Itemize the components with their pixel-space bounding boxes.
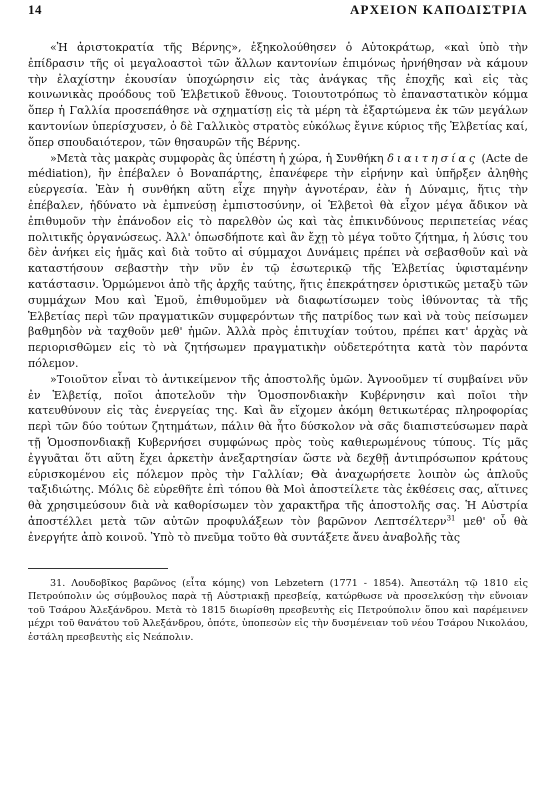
paragraph-3-start: »Τοιοῦτον εἶναι τὸ ἀντικείμενον τῆς ἀποστολῆς ὑμῶν. Ἀγνοοῦμεν τί συμβαίνει νῦν ἐν Ἑλβετίᾳ, ποῖοι ἀποτελοῦν τὴν Ὁμοσπονδιακὴν Κυβέρνησιν καὶ ποῖοι τὴν κατευθύνουν εἰς τὰς ἐνεργείας της. Καὶ ἂν εἴχομεν ἀκόμη θετικωτέρας πληροφορίας περὶ τῶν δύο τούτων ζητημάτων, πάλιν θὰ ἦτο δύσκολον νὰ σᾶς διαπιστεύσωμεν παρὰ τῇ Ὁμοσπονδιακῇ Κυβερνήσει συμφώνως πρὸς τοὺς καθιερωμένους τύπους. Τίς μᾶς ἐγγυᾶται ὅτι αὕτη ἔχει ἀρκετὴν ἀνεξαρτησίαν ὥστε νὰ δεχθῇ ἀντιπρόσωπον κράτους εὑρισκομένου εἰς πόλεμον πρὸς τὴν Γαλλίαν; Θὰ ἀναχωρήσετε λοιπὸν ὡς ἁπλοῦς ταξιδιώτης. Μόλις δὲ εὑρεθῆτε ἐπὶ τόπου θὰ Μοὶ ἀποστείλετε τὰς ἐκθέσεις σας, αἵτινες θὰ χρησιμεύσουν διὰ νὰ καθορίσωμεν τὸν χαρακτῆρα τῆς ἀποστολῆς σας. Ἡ Αὐστρία ἀποστέλλει μετὰ τῶν αὐτῶν προφυλάξεων τὸν βαρῶνον Λεπτσέλτερν (28, 372, 528, 528)
paragraph-1: «Ἡ ἀριστοκρατία τῆς Βέρνης», ἐξηκολούθησεν ὁ Αὐτοκράτωρ, «καὶ ὑπὸ τὴν ἐπίδρασιν τῆς οἱ μεγαλοαστοὶ τῶν ἄλλων καντονίων ἐπιμόνως ἠρνήθησαν νὰ κάμουν τὴν ἐλαχίστην ἐκουσίαν ὑποχώρησιν εἰς τὰς ἀνάγκας τῆς ἐποχῆς καὶ εἰς τὰς κοινωνικὰς προόδους τοῦ Ἑλβετικοῦ ἔθνους. Τοιουτοτρόπως τὸ ἐπαναστατικὸν κόμμα ὅπερ ἡ Γαλλία προσεπάθησε νὰ σχηματίσῃ εἰς τὰ μέρη τὰ ἐξαρτώμενα ἐκ τῶν μεγάλων καντονίων ὑπερίσχυσεν, ὁ δὲ Γαλλικὸς στρατὸς εὐκόλως ἔγινε κύριος τῆς Ἑλβετίας καί, ὅπερ σπουδαιότερον, τῶν θησαυρῶν τῆς Βέρνης. (28, 41, 528, 149)
footnote-31: 31. Λουδοβῖκος βαρῶνος (εἶτα κόμης) von Lebzetern (1771 - 1854). Ἀπεστάλη τῷ 1810 εἰς Πετρούπολιν ὡς σύμβουλος παρὰ τῇ Αὐστριακῇ πρεσβείᾳ, κατώρθωσε νὰ προσελκύσῃ τὴν εὔνοιαν τοῦ Τσάρου Ἀλεξάνδρου. Μετὰ τὸ 1815 διωρίσθη πρεσβευτὴς εἰς Πετρούπολιν ὅπου καὶ παρέμεινεν μέχρι τοῦ θανάτου τοῦ Ἀλεξάνδρου, ὁπότε, ὑποπεσὼν εἰς τὴν δυσμένειαν τοῦ νέου Τσάρου Νικολάου, ἐστάλη πρεσβευτὴς εἰς Νεάπολιν. (28, 577, 528, 643)
running-title: ΑΡΧΕΙΟΝ ΚΑΠΟΔΙΣΤΡΙΑ (349, 2, 528, 17)
page-header (28, 0, 528, 36)
page-number: 14 (28, 2, 42, 17)
footnote-reference: 31 (446, 514, 456, 523)
spaced-term: διαιτησίας (387, 151, 478, 165)
body-text (28, 40, 528, 546)
paragraph-2 (28, 151, 528, 372)
paragraph-2-start: »Μετὰ τὰς μακρὰς συμφορὰς ἃς ὑπέστη ἡ χώρα, ἡ Συνθήκη (50, 151, 388, 165)
footnote-divider (28, 568, 168, 569)
paragraph-2-rest: (Acte de médiation), ἣν ἐπέβαλεν ὁ Βοναπάρτης, ἐπανέφερε τὴν εἰρήνην καὶ ὑπῆρξεν ἀληθὴς εὐεργεσία. Ἐὰν ἡ συνθήκη αὕτη εἶχε πηγὴν ἀγνοτέραν, ἐὰν ἡ Δύναμις, ἥτις τὴν ἐπέβαλεν, ἠδύνατο νὰ ἐμπνεύσῃ ἐμπιστοσύνην, οἱ Ἑλβετοὶ θὰ εἶχον μέγα ἄδικον νὰ ἐπιθυμοῦν τὴν ἐπάνοδον εἰς τὸ παρελθὸν ὡς καὶ τὰς ἐπικινδύνους περιπετείας νέας πολιτικῆς ὀργανώσεως. Ἀλλ' ὁπωσδήποτε καὶ ἂν ἔχῃ τὸ μέγα τοῦτο ζήτημα, ἡ λύσις του δὲν ἀνήκει εἰς ἡμᾶς καὶ διὰ τοῦτο αἱ σύμμαχοι Δυνάμεις πρέπει νὰ σεβασθοῦν καὶ νὰ καταστήσουν σεβαστὴν τὴν νῦν ἐν τῷ ἐσωτερικῷ τῆς Ἑλβετίας ὑφισταμένην κατάστασιν. Ὁρμώμενοι ἀπὸ τῆς ἀρχῆς ταύτης, ἥτις ἐπεκράτησεν ὁριστικῶς μεταξὺ τῶν συμμάχων Μου καὶ Ἐμοῦ, ἐπιθυμοῦμεν νὰ διαφωτίσωμεν τοὺς ἰθύνοντας τὰ τῆς Ἑλβετίας περὶ τῶν πραγματικῶν συμφερόντων τῆς πατρίδος των καὶ νὰ τοὺς πείσωμεν βαθμηδὸν νὰ ταχθοῦν μεθ' ἡμῶν. Ἀλλὰ πρὸς ἐπιτυχίαν τούτου, πρέπει κατ' ἀρχὰς νὰ περιορισθῶμεν εἰς τὸ νὰ ζητήσωμεν πραγματικὴν οὐδετερότητα κατὰ τὸν παρόντα πόλεμον. (28, 151, 528, 370)
paragraph-3-rest: μεθ' οὗ θὰ ἐνεργήτε ἀπὸ κοινοῦ. Ὑπὸ τὸ πνεῦμα τοῦτο θὰ συντάξετε ἄνευ ἀναβολῆς τὰς (28, 514, 528, 544)
paragraph-3 (28, 372, 528, 546)
